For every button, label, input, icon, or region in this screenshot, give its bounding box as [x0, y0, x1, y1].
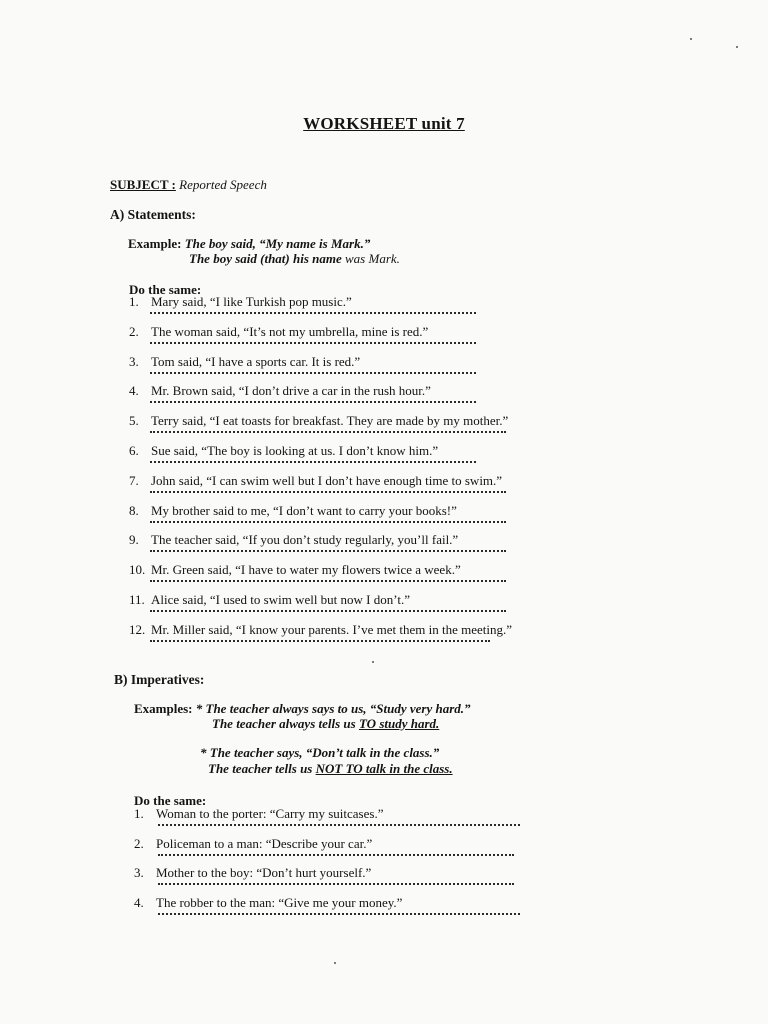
list-item — [129, 562, 461, 578]
answer-line[interactable] — [158, 824, 520, 826]
list-item — [129, 354, 360, 370]
list-item — [134, 895, 402, 911]
answer-line[interactable] — [158, 913, 520, 915]
list-item — [129, 443, 438, 459]
item-number: 8. — [129, 502, 139, 518]
item-number: 4. — [129, 383, 139, 399]
example-label: Example: — [128, 236, 182, 251]
list-item — [129, 622, 512, 638]
answer-line[interactable] — [150, 580, 506, 582]
item-text: Mr. Miller said, “I know your parents. I’ve met them in the meeting.” — [151, 621, 513, 637]
worksheet-title: WORKSHEET unit 7 — [303, 114, 465, 133]
section-a-example-line2 — [189, 251, 400, 267]
example-reported-a: The boy said (that) his name — [189, 251, 342, 266]
list-item — [129, 532, 458, 548]
item-text: Woman to the porter: “Carry my suitcases.” — [156, 806, 384, 821]
item-text: Policeman to a man: “Describe your car.” — [156, 835, 373, 851]
answer-line[interactable] — [150, 610, 506, 612]
list-item — [129, 592, 410, 608]
item-text: Terry said, “I eat toasts for breakfast. They are made by my mother.” — [151, 413, 509, 429]
item-text: My brother said to me, “I don’t want to carry your books!” — [151, 502, 457, 518]
example1-reported-b: TO study hard. — [358, 716, 440, 731]
list-item — [129, 473, 502, 489]
item-text: Mr. Brown said, “I don’t drive a car in the rush hour.” — [151, 383, 431, 399]
section-b-example2-line2 — [208, 761, 453, 777]
item-number: 3. — [129, 353, 139, 369]
section-b-example1-line1 — [134, 701, 471, 717]
answer-line[interactable] — [158, 883, 514, 885]
item-number: 1. — [129, 294, 139, 309]
section-b-example1-line2 — [212, 716, 439, 732]
subject-label: SUBJECT : — [110, 177, 176, 192]
item-number: 2. — [129, 323, 139, 339]
example-reported-b: was Mark. — [345, 251, 400, 266]
answer-line[interactable] — [150, 342, 476, 344]
examples-label: Examples: — [134, 701, 193, 716]
example1-reported-a: The teacher always tells us — [212, 716, 356, 731]
item-number: 10. — [129, 562, 146, 578]
section-a-do-same: Do the same: — [129, 282, 202, 297]
answer-line[interactable] — [150, 401, 476, 403]
section-b-do-same: Do the same: — [134, 793, 207, 808]
section-a-heading: A) Statements: — [110, 207, 196, 222]
example1-quote: * The teacher always says to us, “Study very hard.” — [195, 701, 471, 716]
item-text: Mr. Green said, “I have to water my flowers twice a week.” — [151, 562, 461, 578]
answer-line[interactable] — [150, 372, 476, 374]
item-text: Sue said, “The boy is looking at us. I don’t know him.” — [151, 443, 439, 458]
item-number: 6. — [129, 443, 139, 458]
answer-line[interactable] — [150, 491, 506, 493]
answer-line[interactable] — [158, 854, 514, 856]
item-number: 11. — [129, 592, 145, 607]
answer-line[interactable] — [150, 640, 490, 642]
list-item — [129, 413, 508, 429]
item-text: Alice said, “I used to swim well but now I don’t.” — [151, 592, 410, 607]
item-text: Mother to the boy: “Don’t hurt yourself.” — [156, 865, 372, 881]
item-text: The woman said, “It’s not my umbrella, mine is red.” — [151, 323, 429, 339]
scan-speck — [372, 661, 374, 663]
section-b-heading: B) Imperatives: — [114, 672, 205, 687]
answer-line[interactable] — [150, 550, 506, 552]
section-a-example-line1 — [128, 236, 370, 252]
example2-reported-b: NOT TO talk in the class. — [315, 761, 453, 776]
subject-value: Reported Speech — [179, 177, 267, 192]
scan-speck — [736, 46, 738, 48]
answer-line[interactable] — [150, 431, 506, 433]
item-number: 5. — [129, 413, 139, 429]
item-text: Mary said, “I like Turkish pop music.” — [151, 294, 352, 309]
item-number: 7. — [129, 472, 139, 488]
example2-quote: * The teacher says, “Don’t talk in the class.” — [200, 745, 440, 760]
list-item — [129, 503, 457, 519]
item-number: 4. — [134, 894, 144, 910]
item-text: The teacher said, “If you don’t study regularly, you’ll fail.” — [151, 532, 459, 548]
list-item — [134, 865, 371, 881]
subject-line — [110, 177, 267, 193]
list-item — [134, 806, 383, 822]
item-number: 3. — [134, 865, 144, 881]
example-quote: The boy said, “My name is Mark.” — [184, 236, 371, 251]
scan-speck — [334, 962, 336, 964]
item-number: 9. — [129, 532, 139, 548]
example2-reported-a: The teacher tells us — [208, 761, 313, 776]
answer-line[interactable] — [150, 312, 476, 314]
list-item — [129, 383, 431, 399]
list-item — [134, 836, 372, 852]
item-number: 12. — [129, 621, 146, 637]
item-text: Tom said, “I have a sports car. It is red.” — [151, 353, 361, 369]
answer-line[interactable] — [150, 461, 476, 463]
list-item — [129, 324, 428, 340]
item-number: 1. — [134, 806, 144, 821]
item-text: The robber to the man: “Give me your money.” — [156, 894, 403, 910]
item-number: 2. — [134, 835, 144, 851]
section-b-example2-line1 — [200, 745, 439, 761]
item-text: John said, “I can swim well but I don’t have enough time to swim.” — [151, 472, 503, 488]
answer-line[interactable] — [150, 521, 506, 523]
scan-speck — [690, 38, 692, 40]
list-item — [129, 294, 352, 310]
